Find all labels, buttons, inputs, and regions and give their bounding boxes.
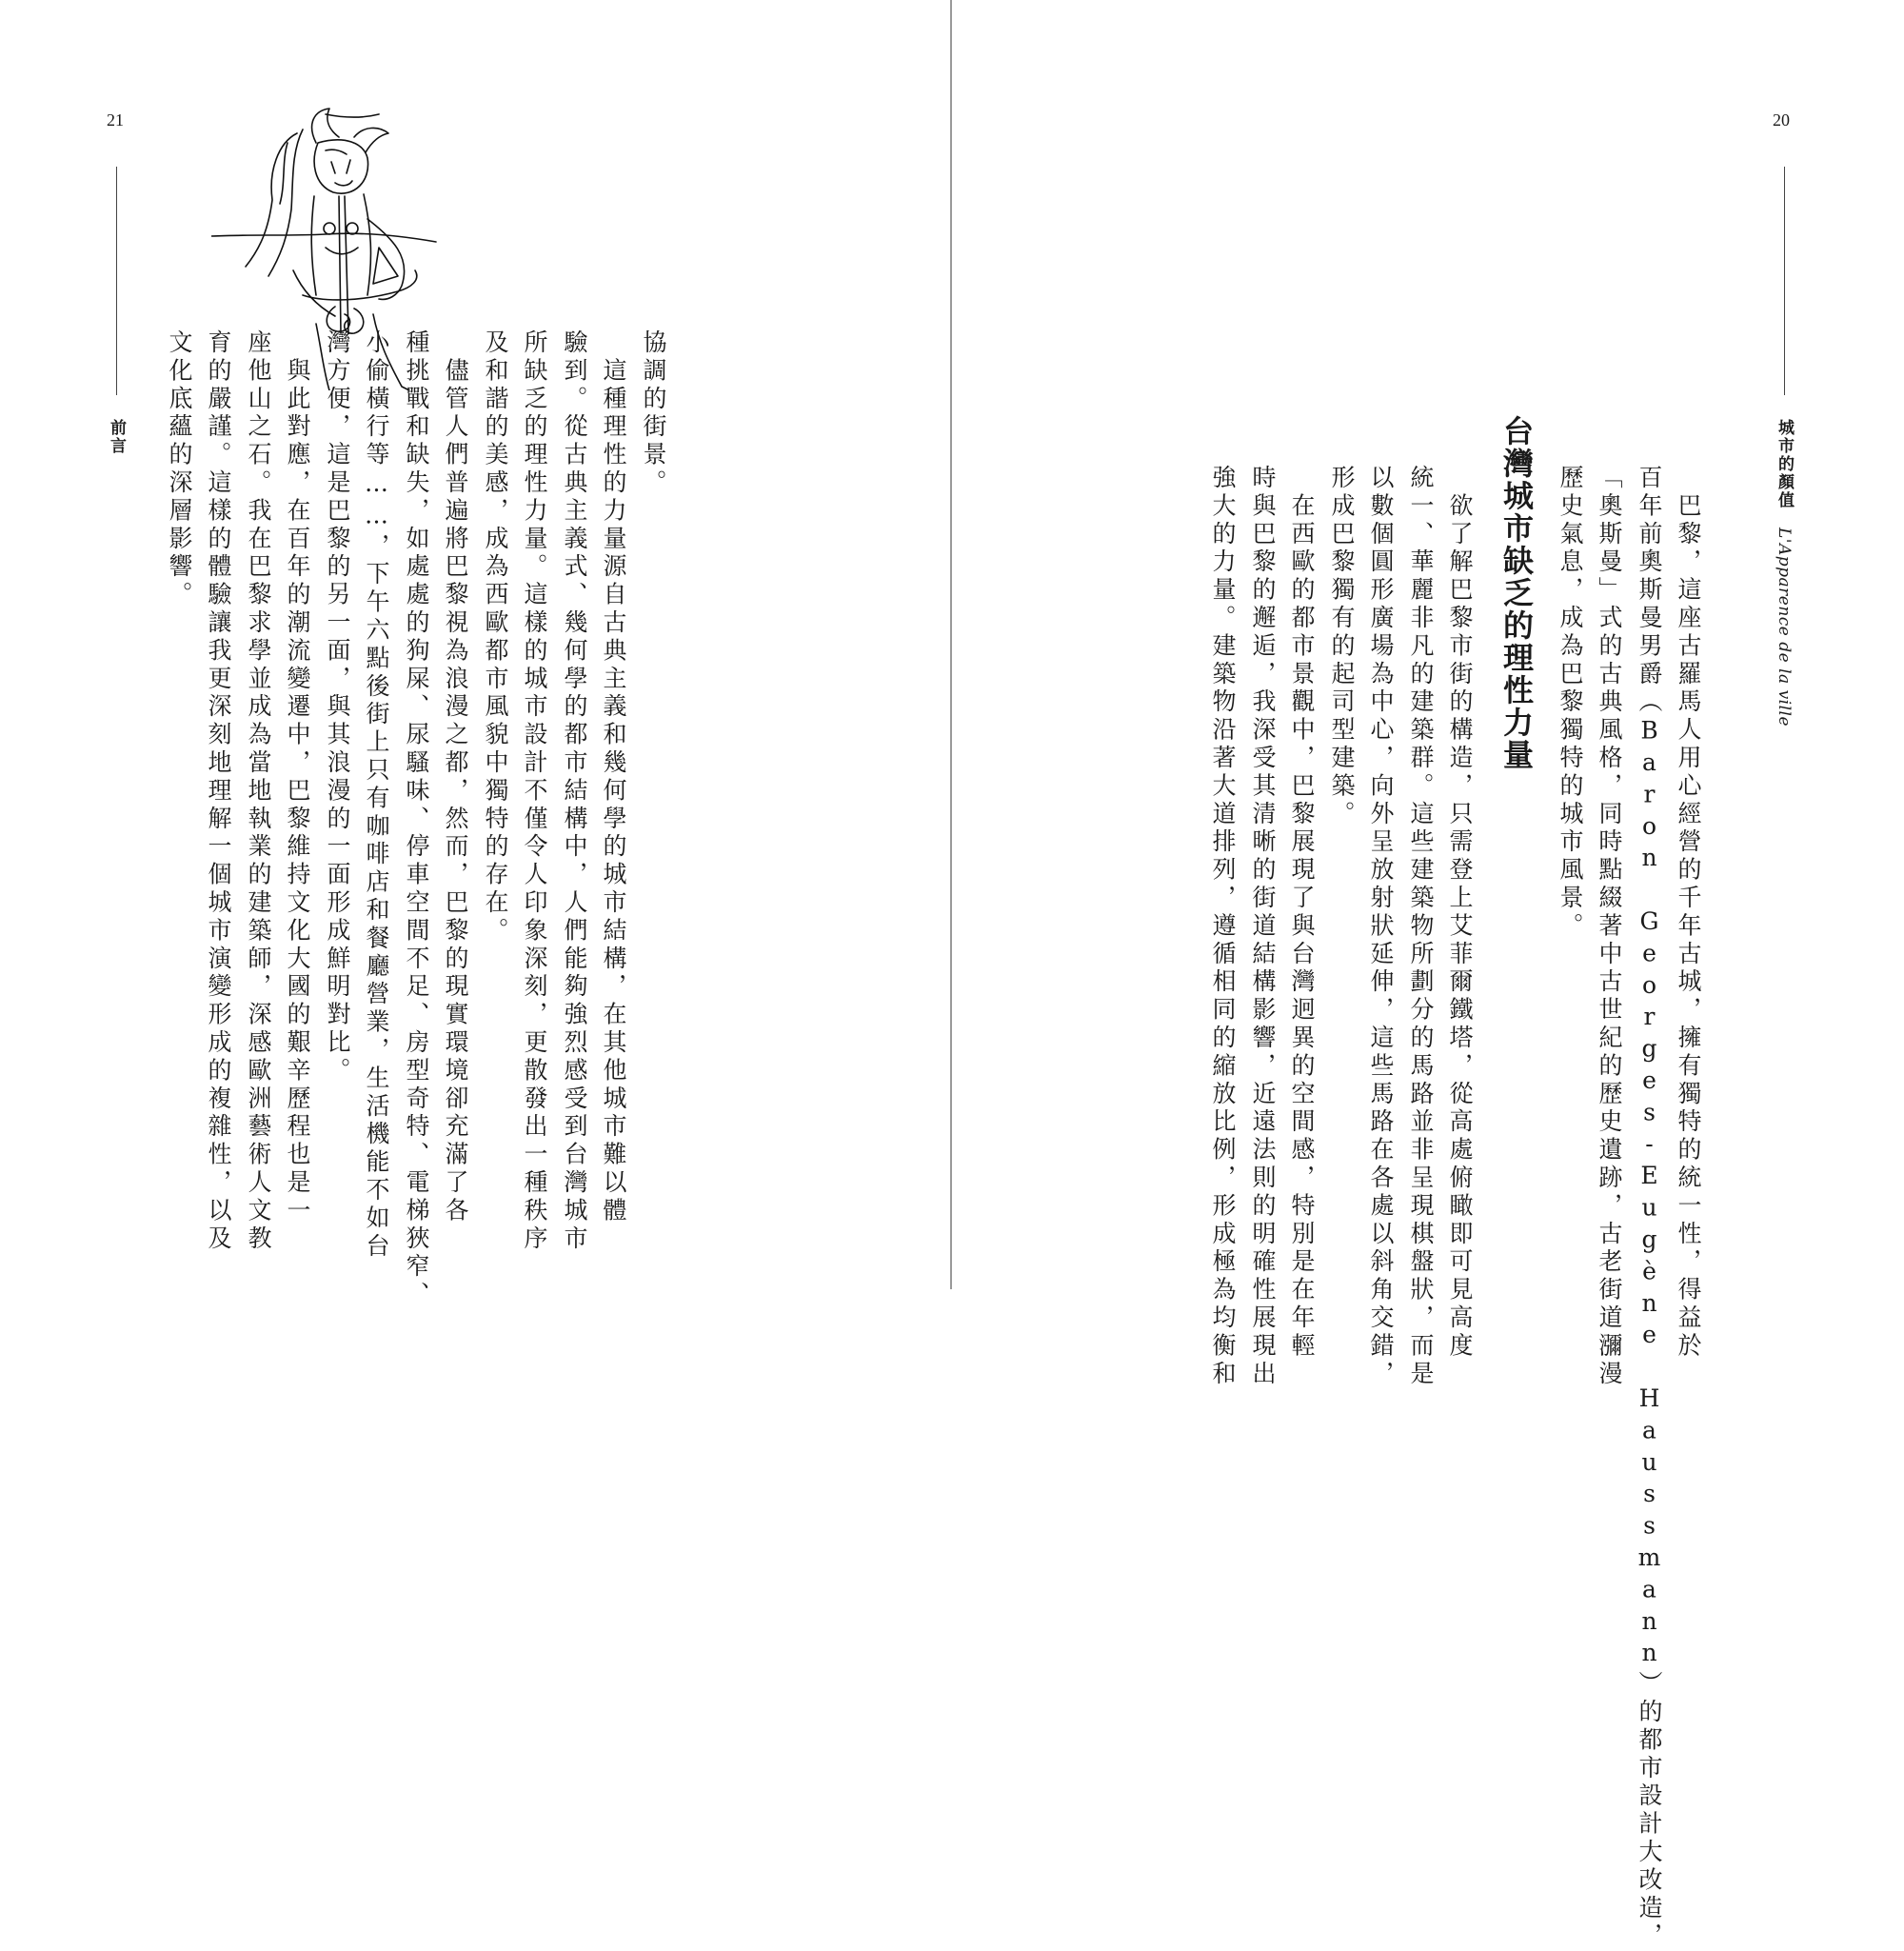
right-page [952, 0, 1904, 1951]
text-column: 文化底蘊的深層影響。 [166, 329, 193, 609]
text-column: 灣方便，這是巴黎的另一面，與其浪漫的一面形成鮮明對比。 [324, 329, 351, 1085]
text-column: 小偷橫行等……，下午六點後街上只有咖啡店和餐廳營業，生活機能不如台 [363, 329, 390, 1262]
text-column: 儘管人們普遍將巴黎視為浪漫之都，然而，巴黎的現實環境卻充滿了各 [442, 329, 469, 1225]
left-margin-rule [116, 167, 117, 395]
text-column: 歷史氣息，成為巴黎獨特的城市風景。 [1557, 465, 1584, 941]
section-heading: 台灣城市缺乏的理性力量 [1498, 415, 1535, 771]
text-column: 形成巴黎獨有的起司型建築。 [1328, 465, 1356, 829]
text-column: 所缺乏的理性力量。這樣的城市設計不僅令人印象深刻，更散發出一種秩序 [521, 329, 548, 1254]
page-number-left: 21 [107, 110, 124, 129]
text-column: 百年前奧斯曼男爵（Baron Georges-Eugène Haussmann）的都市設計大改造， [1636, 465, 1663, 1951]
text-column: 及和諧的美感，成為西歐都市風貌中獨特的存在。 [482, 329, 509, 946]
text-column: 以數個圓形廣場為中心，向外呈放射狀延伸，這些馬路在各處以斜角交錯， [1367, 465, 1395, 1389]
page-number-right: 20 [1773, 110, 1790, 129]
text-column: 與此對應，在百年的潮流變遷中，巴黎維持文化大國的艱辛歷程也是一 [284, 329, 311, 1225]
text-column: 欲了解巴黎市街的構造，只需登上艾菲爾鐵塔，從高處俯瞰即可見高度 [1446, 465, 1474, 1361]
text-column: 巴黎，這座古羅馬人用心經營的千年古城，擁有獨特的統一性，得益於 [1675, 465, 1702, 1361]
text-column: 強大的力量。建築物沿著大道排列，遵循相同的縮放比例，形成極為均衡和 [1209, 465, 1237, 1389]
text-column: 這種理性的力量源自古典主義和幾何學的城市結構，在其他城市難以體 [600, 329, 627, 1225]
text-column: 育的嚴謹。這樣的體驗讓我更深刻地理解一個城市演變形成的複雜性，以及 [205, 329, 232, 1254]
section-label: 前言 [107, 419, 126, 455]
text-column: 「奧斯曼」式的古典風格，同時點綴著中古世紀的歷史遺跡，古老街道瀰漫 [1596, 465, 1623, 1389]
running-header [1773, 419, 1796, 727]
text-column: 統一、華麗非凡的建築群。這些建築物所劃分的馬路並非呈現棋盤狀，而是 [1407, 465, 1435, 1389]
text-column: 協調的街景。 [640, 329, 667, 498]
left-page [0, 0, 952, 1309]
right-margin-rule [1784, 167, 1785, 395]
text-column: 時與巴黎的邂逅，我深受其清晰的街道結構影響，近遠法則的明確性展現出 [1249, 465, 1277, 1389]
text-column: 座他山之石。我在巴黎求學並成為當地執業的建築師，深感歐洲藝術人文教 [245, 329, 272, 1254]
text-column: 種挑戰和缺失，如處處的狗屎、尿騷味、停車空間不足、房型奇特、電梯狹窄、 [403, 329, 430, 1309]
text-column: 驗到。從古典主義式、幾何學的都市結構中，人們能夠強烈感受到台灣城市 [561, 329, 588, 1254]
text-column: 在西歐的都市景觀中，巴黎展現了與台灣迥異的空間感，特別是在年輕 [1288, 465, 1316, 1361]
book-subtitle: L'Apparence de la ville [1775, 528, 1794, 727]
book-title: 城市的顏值 [1775, 419, 1794, 509]
